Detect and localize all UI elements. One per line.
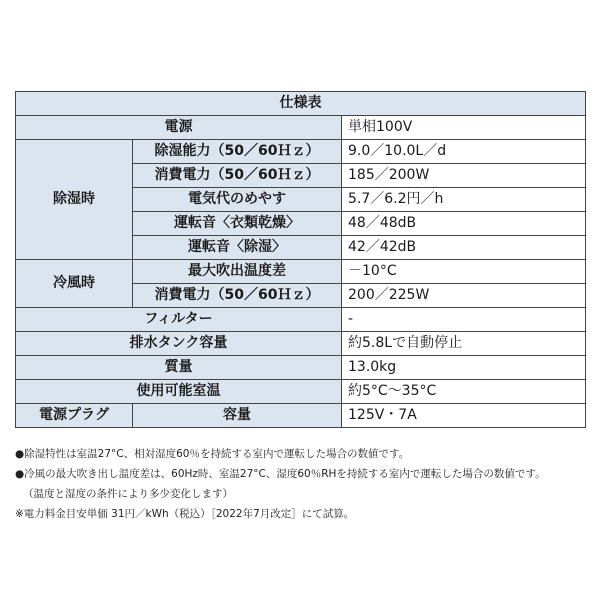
noise-drying-value: 48／48dB bbox=[342, 212, 586, 236]
dehumid-capacity-label: 除湿能力（50／60Ｈｚ） bbox=[133, 140, 342, 164]
dehumid-power-label: 消費電力（50／60Ｈｚ） bbox=[133, 164, 342, 188]
room-temp-value: 約5°C～35°C bbox=[342, 380, 586, 404]
table-title: 仕様表 bbox=[16, 92, 586, 116]
plug-capacity-label: 容量 bbox=[133, 404, 342, 428]
noise-drying-label: 運転音〈衣類乾燥〉 bbox=[133, 212, 342, 236]
power-label: 電源 bbox=[16, 116, 342, 140]
dehumid-group-label: 除湿時 bbox=[16, 140, 133, 260]
noise-dehumid-value: 42／42dB bbox=[342, 236, 586, 260]
cool-group-label: 冷風時 bbox=[16, 260, 133, 308]
electricity-cost-label: 電気代のめやす bbox=[133, 188, 342, 212]
cool-power-label: 消費電力（50／60Ｈｚ） bbox=[133, 284, 342, 308]
power-value: 単相100V bbox=[342, 116, 586, 140]
note-dehumid: ●除湿特性は室温27°C、相対湿度60％を持続する室内で運転した場合の数値です。 bbox=[15, 448, 410, 460]
dehumid-power-value: 185／200W bbox=[342, 164, 586, 188]
room-temp-label: 使用可能室温 bbox=[16, 380, 342, 404]
note-cool: ●冷風の最大吹き出し温度差は、60Hz時、室温27°C、湿度60％RHを持続する室内で運転した場合の数値です。 bbox=[15, 468, 546, 480]
tank-label: 排水タンク容量 bbox=[16, 332, 342, 356]
footnotes bbox=[15, 444, 590, 524]
spec-table bbox=[15, 91, 586, 428]
note-electricity: ※電力料金目安単価 31円／kWh（税込）［2022年7月改定］にて試算。 bbox=[15, 508, 355, 520]
mass-value: 13.0kg bbox=[342, 356, 586, 380]
plug-group-label: 電源プラグ bbox=[16, 404, 133, 428]
filter-label: フィルター bbox=[16, 308, 342, 332]
plug-capacity-value: 125V・7A bbox=[342, 404, 586, 428]
mass-label: 質量 bbox=[16, 356, 342, 380]
dehumid-capacity-value: 9.0／10.0L／d bbox=[342, 140, 586, 164]
noise-dehumid-label: 運転音〈除湿〉 bbox=[133, 236, 342, 260]
electricity-cost-value: 5.7／6.2円／h bbox=[342, 188, 586, 212]
max-temp-diff-label: 最大吹出温度差 bbox=[133, 260, 342, 284]
filter-value: - bbox=[342, 308, 586, 332]
tank-value: 約5.8Lで自動停止 bbox=[342, 332, 586, 356]
cool-power-value: 200／225W bbox=[342, 284, 586, 308]
note-variation: （温度と湿度の条件により多少変化します） bbox=[23, 488, 233, 500]
max-temp-diff-value: －10°C bbox=[342, 260, 586, 284]
